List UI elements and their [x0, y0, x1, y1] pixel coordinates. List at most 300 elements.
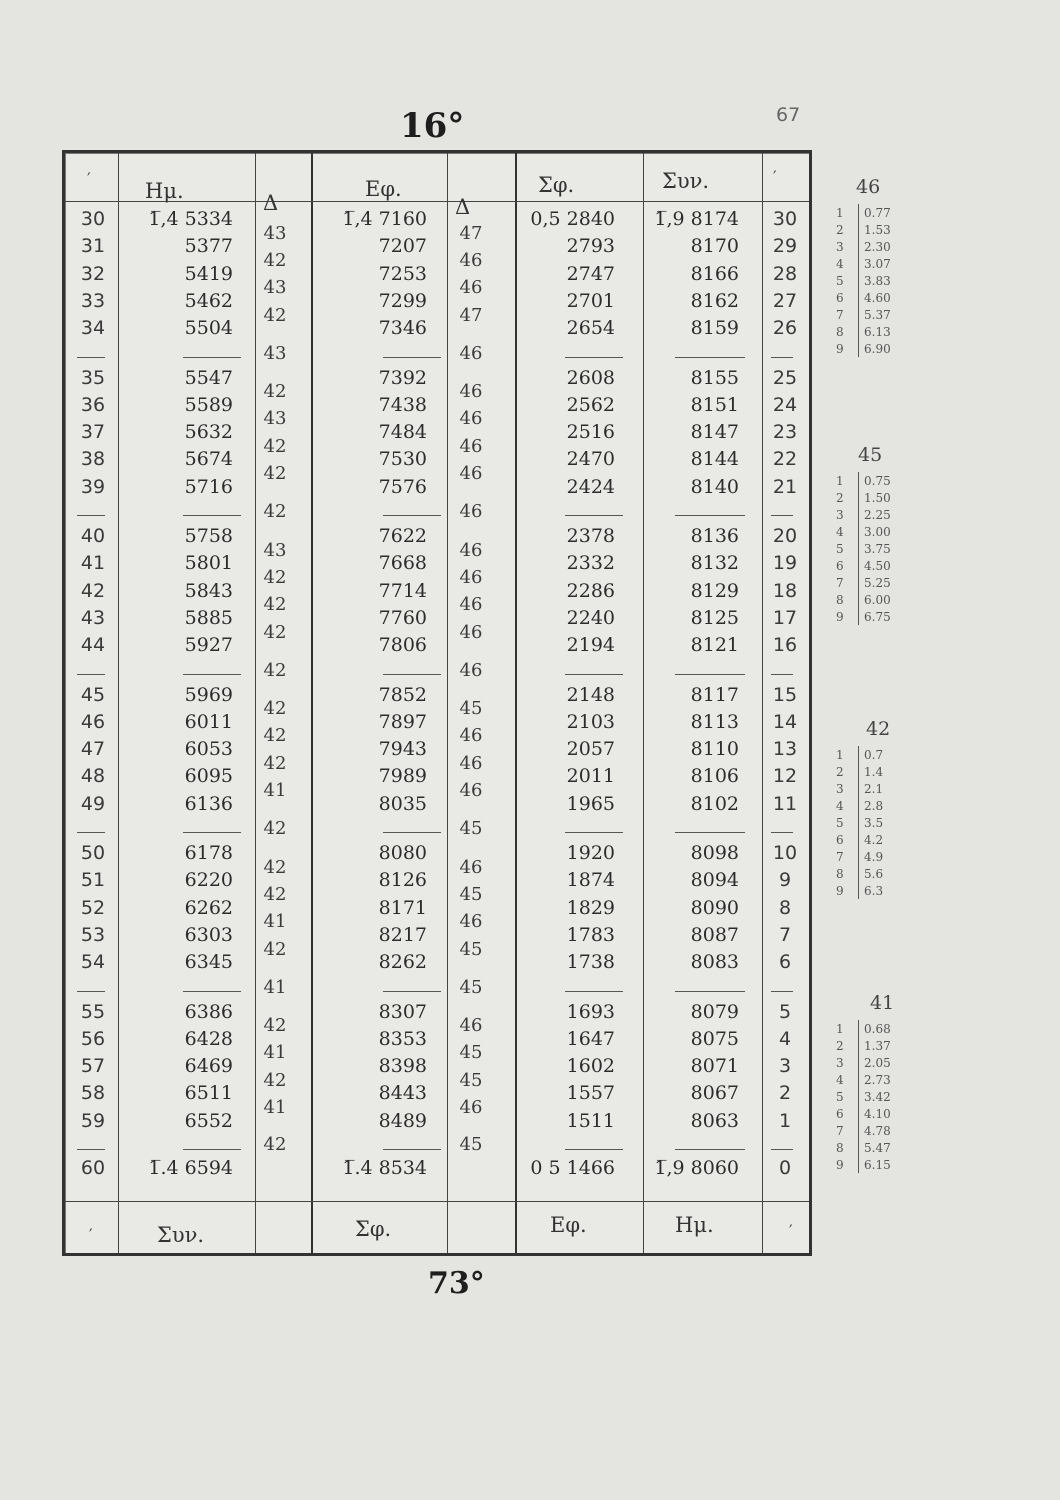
minute-left: 40 — [80, 525, 106, 547]
group-separator — [565, 1149, 623, 1150]
pp-value: 0.75 — [864, 474, 891, 488]
pp-value: 6.75 — [864, 610, 891, 624]
cos-value: 8129 — [690, 579, 739, 602]
tan-value: 8398 — [378, 1055, 427, 1078]
group-separator — [565, 357, 623, 358]
sin-value: 5589 — [184, 393, 233, 416]
diff-tan: 45 — [459, 883, 483, 905]
diff-sin: 42 — [263, 883, 287, 905]
cot-value: 2057 — [566, 738, 615, 761]
pp-digit: 7 — [836, 1124, 844, 1138]
cos-value: 8094 — [690, 869, 739, 892]
tan-value: 7392 — [378, 366, 427, 389]
pp-value: 3.83 — [864, 274, 891, 288]
column-rule — [118, 153, 119, 1253]
diff-sin: 42 — [263, 818, 287, 840]
pp-digit: 8 — [836, 867, 844, 881]
minute-right: 12 — [772, 765, 798, 788]
tan-value: 7897 — [378, 710, 427, 733]
minute-right: 15 — [772, 683, 798, 706]
cot-value: 1965 — [566, 792, 615, 815]
group-separator — [771, 357, 793, 358]
pp-value: 2.73 — [864, 1073, 891, 1087]
minute-right: 26 — [772, 317, 798, 340]
cot-value: 1647 — [566, 1027, 615, 1050]
minute-right: 24 — [772, 393, 798, 416]
minute-right: 27 — [772, 289, 798, 312]
diff-sin: 43 — [263, 277, 287, 299]
header-tan: Εφ. — [365, 177, 402, 201]
sin-value: 6428 — [184, 1027, 233, 1050]
diff-sin: 42 — [263, 698, 287, 720]
group-separator — [77, 832, 105, 833]
sin-value: 6469 — [184, 1055, 233, 1078]
diff-tan: 46 — [459, 249, 483, 271]
tan-value: 7438 — [378, 393, 427, 416]
sin-value: 5377 — [184, 235, 233, 258]
footer-minute-right: ′ — [789, 1221, 793, 1240]
diff-tan: 46 — [459, 408, 483, 430]
pp-digit: 7 — [836, 850, 844, 864]
pp-digit: 6 — [836, 833, 844, 847]
tan-value: 7668 — [378, 552, 427, 575]
cos-value: 8140 — [690, 475, 739, 498]
tan-value: 7760 — [378, 606, 427, 629]
tan-value: 7207 — [378, 235, 427, 258]
header-minute-left: ′ — [87, 169, 91, 188]
diff-sin: 42 — [263, 594, 287, 616]
diff-tan: 46 — [459, 1015, 483, 1037]
tan-value: 7530 — [378, 448, 427, 471]
minute-right: 25 — [772, 366, 798, 389]
diff-sin: 42 — [263, 725, 287, 747]
pp-digit: 2 — [836, 765, 844, 779]
column-rule — [643, 153, 644, 1253]
sin-value: 5969 — [184, 683, 233, 706]
minute-right: 30 — [772, 208, 798, 230]
group-separator — [565, 832, 623, 833]
tan-value: 8443 — [378, 1082, 427, 1105]
cot-value: 2424 — [566, 475, 615, 498]
cos-value: 8110 — [690, 738, 739, 761]
pp-digit: 6 — [836, 559, 844, 573]
minute-left: 50 — [80, 842, 106, 864]
pp-value: 4.78 — [864, 1124, 891, 1138]
diff-tan: 45 — [459, 1069, 483, 1091]
group-separator — [565, 515, 623, 516]
group-separator — [383, 674, 441, 675]
minute-right: 6 — [778, 951, 792, 974]
cot-value: 1602 — [566, 1055, 615, 1078]
pp-divider — [858, 472, 859, 625]
tan-value: 8080 — [378, 842, 427, 864]
cot-value: 2516 — [566, 421, 615, 444]
group-separator — [383, 1149, 441, 1150]
pp-value: 3.07 — [864, 257, 891, 271]
group-separator — [771, 515, 793, 516]
pp-divider — [858, 204, 859, 357]
pp-value: 1.37 — [864, 1039, 891, 1053]
pp-digit: 3 — [836, 782, 844, 796]
cos-value: 8166 — [690, 262, 739, 285]
pp-digit: 9 — [836, 610, 844, 624]
degree-top: 16° — [400, 106, 465, 146]
diff-tan: 46 — [459, 856, 483, 878]
minute-right: 28 — [772, 262, 798, 285]
cot-value: 2701 — [566, 289, 615, 312]
cot-value: 1557 — [566, 1082, 615, 1105]
cot-value: 1783 — [566, 923, 615, 946]
cos-value: 8075 — [690, 1027, 739, 1050]
minute-left: 43 — [80, 606, 106, 629]
pp-divider — [858, 746, 859, 899]
cos-value: 8132 — [690, 552, 739, 575]
minute-right: 17 — [772, 606, 798, 629]
cot-value: 2608 — [566, 366, 615, 389]
sin-value: 5927 — [184, 634, 233, 657]
tan-value: 1̅,4 7160 — [342, 208, 427, 230]
pp-value: 4.60 — [864, 291, 891, 305]
pp-value: 4.9 — [864, 850, 884, 864]
diff-sin: 41 — [263, 976, 287, 998]
group-separator — [383, 832, 441, 833]
minute-left: 48 — [80, 765, 106, 788]
cot-value: 1829 — [566, 896, 615, 919]
minute-left: 59 — [80, 1109, 106, 1132]
pp-value: 3.75 — [864, 542, 891, 556]
sin-value: 5801 — [184, 552, 233, 575]
diff-sin: 42 — [263, 938, 287, 960]
minute-left: 55 — [80, 1000, 106, 1023]
sin-value: 6178 — [184, 842, 233, 864]
minute-left: 47 — [80, 738, 106, 761]
diff-sin: 42 — [263, 435, 287, 457]
pp-digit: 8 — [836, 325, 844, 339]
tan-value: 7346 — [378, 317, 427, 340]
tan-value: 8262 — [378, 951, 427, 974]
cot-value: 2378 — [566, 525, 615, 547]
column-rule — [762, 153, 763, 1253]
pp-value: 2.25 — [864, 508, 891, 522]
cot-value: 1693 — [566, 1000, 615, 1023]
diff-sin: 41 — [263, 1042, 287, 1064]
cot-value: 1920 — [566, 842, 615, 864]
pp-value: 2.8 — [864, 799, 884, 813]
pp-value: 2.05 — [864, 1056, 891, 1070]
diff-tan: 46 — [459, 752, 483, 774]
cos-value: 8071 — [690, 1055, 739, 1078]
sin-value: 6095 — [184, 765, 233, 788]
diff-tan: 46 — [459, 725, 483, 747]
group-separator — [77, 674, 105, 675]
cos-value: 8170 — [690, 235, 739, 258]
group-separator — [77, 991, 105, 992]
minute-left: 60 — [80, 1157, 106, 1179]
sin-value: 6345 — [184, 951, 233, 974]
pp-digit: 9 — [836, 342, 844, 356]
pp-header: 41 — [870, 992, 895, 1014]
pp-digit: 1 — [836, 748, 844, 762]
header-cot: Σφ. — [538, 173, 575, 197]
cot-value: 2793 — [566, 235, 615, 258]
diff-sin: 42 — [263, 304, 287, 326]
diff-tan: 46 — [459, 780, 483, 802]
minute-left: 56 — [80, 1027, 106, 1050]
minute-left: 39 — [80, 475, 106, 498]
cot-value: 1738 — [566, 951, 615, 974]
pp-digit: 2 — [836, 491, 844, 505]
column-rule — [515, 153, 517, 1253]
tan-value: 7299 — [378, 289, 427, 312]
pp-digit: 1 — [836, 206, 844, 220]
group-separator — [383, 991, 441, 992]
diff-tan: 46 — [459, 659, 483, 681]
minute-right: 18 — [772, 579, 798, 602]
minute-right: 29 — [772, 235, 798, 258]
minute-right: 5 — [778, 1000, 792, 1023]
diff-tan: 46 — [459, 501, 483, 523]
cos-value: 8113 — [690, 710, 739, 733]
tan-value: 8126 — [378, 869, 427, 892]
cot-value: 2148 — [566, 683, 615, 706]
cot-value: 2103 — [566, 710, 615, 733]
tan-value: 7253 — [378, 262, 427, 285]
group-separator — [183, 832, 241, 833]
cos-value: 8079 — [690, 1000, 739, 1023]
pp-value: 2.30 — [864, 240, 891, 254]
minute-left: 54 — [80, 951, 106, 974]
sin-value: 6511 — [184, 1082, 233, 1105]
minute-left: 34 — [80, 317, 106, 340]
cos-value: 8147 — [690, 421, 739, 444]
cos-value: 8087 — [690, 923, 739, 946]
tan-value: 7852 — [378, 683, 427, 706]
pp-digit: 9 — [836, 1158, 844, 1172]
cot-value: 1874 — [566, 869, 615, 892]
diff-sin: 42 — [263, 621, 287, 643]
minute-right: 19 — [772, 552, 798, 575]
pp-digit: 4 — [836, 799, 844, 813]
pp-value: 4.2 — [864, 833, 884, 847]
minute-left: 33 — [80, 289, 106, 312]
sin-value: 1̅,4 5334 — [148, 208, 233, 230]
pp-digit: 2 — [836, 1039, 844, 1053]
pp-value: 5.6 — [864, 867, 884, 881]
cot-value: 2332 — [566, 552, 615, 575]
cot-value: 2286 — [566, 579, 615, 602]
footer-rule — [65, 1201, 809, 1202]
pp-digit: 4 — [836, 257, 844, 271]
header-minute-right: ′ — [773, 167, 777, 186]
footer-cot: Σφ. — [355, 1217, 392, 1241]
pp-digit: 4 — [836, 525, 844, 539]
sin-value: 5843 — [184, 579, 233, 602]
group-separator — [675, 515, 745, 516]
sin-value: 5674 — [184, 448, 233, 471]
pp-digit: 8 — [836, 1141, 844, 1155]
tan-value: 7714 — [378, 579, 427, 602]
sin-value: 6011 — [184, 710, 233, 733]
cos-value: 8098 — [690, 842, 739, 864]
diff-tan: 45 — [459, 1042, 483, 1064]
pp-digit: 6 — [836, 1107, 844, 1121]
pp-value: 4.10 — [864, 1107, 891, 1121]
pp-value: 3.5 — [864, 816, 884, 830]
minute-right: 1 — [778, 1109, 792, 1132]
header-delta-tan: Δ — [455, 195, 471, 219]
diff-sin: 41 — [263, 911, 287, 933]
page-number: 67 — [776, 104, 801, 126]
group-separator — [183, 991, 241, 992]
diff-sin: 42 — [263, 566, 287, 588]
group-separator — [77, 1149, 105, 1150]
minute-right: 21 — [772, 475, 798, 498]
group-separator — [183, 674, 241, 675]
cos-value: 8117 — [690, 683, 739, 706]
pp-digit: 1 — [836, 474, 844, 488]
header-cos: Συν. — [662, 169, 710, 193]
diff-sin: 43 — [263, 342, 287, 364]
diff-tan: 46 — [459, 463, 483, 485]
minute-left: 42 — [80, 579, 106, 602]
cos-value: 8136 — [690, 525, 739, 547]
diff-tan: 46 — [459, 539, 483, 561]
pp-value: 0.68 — [864, 1022, 891, 1036]
pp-digit: 3 — [836, 1056, 844, 1070]
sin-value: 6136 — [184, 792, 233, 815]
minute-right: 8 — [778, 896, 792, 919]
header-delta-sin: Δ — [263, 191, 279, 215]
cot-value: 0 5 1466 — [530, 1157, 615, 1179]
trig-table — [62, 150, 812, 1256]
pp-value: 1.50 — [864, 491, 891, 505]
pp-value: 0.7 — [864, 748, 884, 762]
group-separator — [565, 991, 623, 992]
diff-sin: 41 — [263, 780, 287, 802]
pp-value: 6.3 — [864, 884, 884, 898]
pp-value: 1.53 — [864, 223, 891, 237]
group-separator — [183, 357, 241, 358]
diff-tan: 46 — [459, 566, 483, 588]
diff-sin: 42 — [263, 659, 287, 681]
pp-digit: 6 — [836, 291, 844, 305]
sin-value: 6552 — [184, 1109, 233, 1132]
group-separator — [565, 674, 623, 675]
tan-value: 8217 — [378, 923, 427, 946]
pp-digit: 9 — [836, 884, 844, 898]
tan-value: 8307 — [378, 1000, 427, 1023]
pp-header: 46 — [856, 176, 881, 198]
pp-value: 3.00 — [864, 525, 891, 539]
pp-value: 1.4 — [864, 765, 884, 779]
minute-right: 11 — [772, 792, 798, 815]
minute-left: 35 — [80, 366, 106, 389]
cos-value: 8144 — [690, 448, 739, 471]
group-separator — [383, 357, 441, 358]
cot-value: 2470 — [566, 448, 615, 471]
diff-tan: 46 — [459, 342, 483, 364]
cos-value: 8102 — [690, 792, 739, 815]
tan-value: 7484 — [378, 421, 427, 444]
cos-value: 1̅,9 8060 — [654, 1157, 739, 1179]
group-separator — [675, 1149, 745, 1150]
cot-value: 1511 — [566, 1109, 615, 1132]
pp-digit: 7 — [836, 308, 844, 322]
group-separator — [383, 515, 441, 516]
cot-value: 2194 — [566, 634, 615, 657]
tan-value: 7943 — [378, 738, 427, 761]
minute-left: 36 — [80, 393, 106, 416]
cot-value: 2654 — [566, 317, 615, 340]
pp-value: 3.42 — [864, 1090, 891, 1104]
pp-header: 45 — [858, 444, 883, 466]
minute-right: 13 — [772, 738, 798, 761]
diff-tan: 45 — [459, 1134, 483, 1156]
pp-value: 0.77 — [864, 206, 891, 220]
minute-left: 51 — [80, 869, 106, 892]
tan-value: 8171 — [378, 896, 427, 919]
column-rule — [447, 153, 448, 1253]
pp-digit: 5 — [836, 1090, 844, 1104]
footer-tan: Εφ. — [550, 1213, 587, 1237]
sin-value: 5885 — [184, 606, 233, 629]
pp-digit: 5 — [836, 274, 844, 288]
tan-value: 8035 — [378, 792, 427, 815]
minute-right: 10 — [772, 842, 798, 864]
sin-value: 6262 — [184, 896, 233, 919]
diff-sin: 42 — [263, 1015, 287, 1037]
footer-sin: Ημ. — [675, 1213, 714, 1237]
sin-value: 5632 — [184, 421, 233, 444]
minute-right: 16 — [772, 634, 798, 657]
diff-tan: 47 — [459, 222, 483, 244]
group-separator — [675, 357, 745, 358]
sin-value: 1̅.4 6594 — [148, 1157, 233, 1179]
group-separator — [675, 991, 745, 992]
minute-right: 14 — [772, 710, 798, 733]
minute-right: 4 — [778, 1027, 792, 1050]
pp-digit: 7 — [836, 576, 844, 590]
pp-value: 6.90 — [864, 342, 891, 356]
pp-header: 42 — [866, 718, 891, 740]
tan-value: 7989 — [378, 765, 427, 788]
sin-value: 6303 — [184, 923, 233, 946]
column-rule — [255, 153, 256, 1253]
diff-tan: 46 — [459, 435, 483, 457]
minute-left: 49 — [80, 792, 106, 815]
cot-value: 2240 — [566, 606, 615, 629]
sin-value: 6386 — [184, 1000, 233, 1023]
diff-tan: 45 — [459, 976, 483, 998]
diff-sin: 42 — [263, 856, 287, 878]
pp-digit: 3 — [836, 508, 844, 522]
sin-value: 5462 — [184, 289, 233, 312]
pp-value: 5.47 — [864, 1141, 891, 1155]
cos-value: 8090 — [690, 896, 739, 919]
diff-tan: 45 — [459, 818, 483, 840]
minute-left: 32 — [80, 262, 106, 285]
cos-value: 8155 — [690, 366, 739, 389]
tan-value: 8489 — [378, 1109, 427, 1132]
cot-value: 2562 — [566, 393, 615, 416]
cot-value: 0,5 2840 — [530, 208, 615, 230]
pp-digit: 5 — [836, 542, 844, 556]
diff-tan: 46 — [459, 381, 483, 403]
diff-sin: 42 — [263, 1134, 287, 1156]
group-separator — [675, 832, 745, 833]
minute-left: 38 — [80, 448, 106, 471]
pp-digit: 3 — [836, 240, 844, 254]
